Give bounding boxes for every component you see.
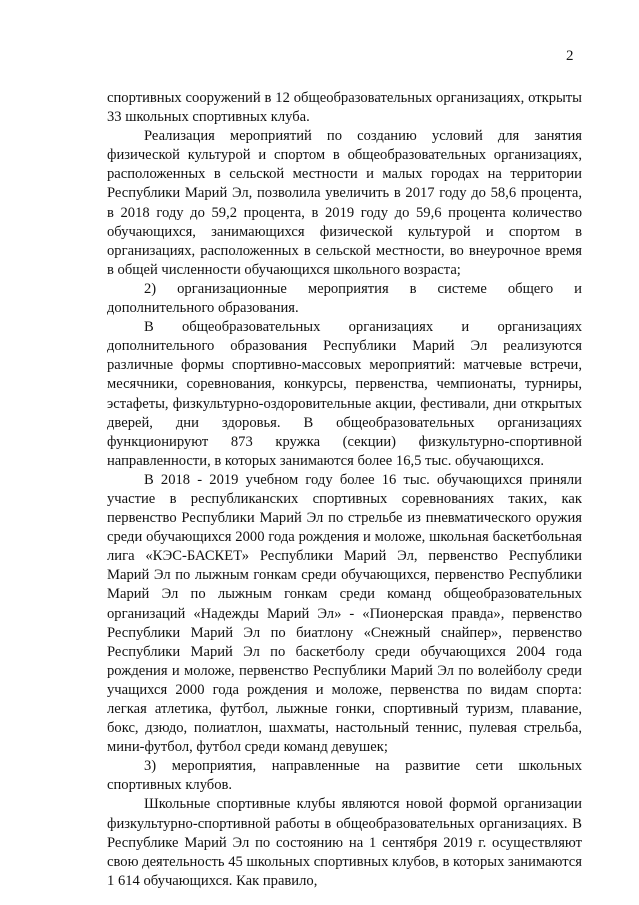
paragraph-5: В 2018 - 2019 учебном году более 16 тыс. обучающихся приняли участие в республиканских спортивных соревнованиях таких, как первенство Республики Марий Эл по стрельбе из пневматического оружия среди обучающихся 2000 года рождения и моложе, школьная баскетбольная лига «КЭС-БАСКЕТ» Республики Марий Эл, первенство Республики Марий Эл по лыжным гонкам среди обучающихся, первенство Республики Марий Эл по лыжным гонкам среди команд общеобразовательных организаций «Надежды Марий Эл» - «Пионерская правда», первенство Республики Марий Эл по биатлону «Снежный снайпер», первенство Республики Марий Эл по баскетболу среди обучающихся 2004 года рождения и моложе, первенство Республики Марий Эл по волейболу среди учащихся 2000 года рождения и моложе, первенства по видам спорта: легкая атлетика, футбол, лыжные гонки, спортивный туризм, плавание, бокс, дзюдо, полиатлон, шахматы, настольный теннис, пулевая стрельба, мини-футбол, футбол среди команд девушек; bbox=[107, 471, 582, 756]
paragraph-3: 2) организационные мероприятия в системе общего и дополнительного образования. bbox=[107, 280, 582, 317]
paragraph-7: Школьные спортивные клубы являются новой формой организации физкультурно-спортивной работы в общеобразовательных организациях. В Республике Марий Эл по состоянию на 1 сентября 2019 г. осуществляют свою деятельность 45 школьных спортивных клубов, в которых занимаются 1 614 обучающихся. Как правило, bbox=[107, 796, 582, 889]
paragraph-1: спортивных сооружений в 12 общеобразовательных организациях, открыты 33 школьных спортивных клуба. bbox=[107, 90, 582, 126]
paragraph-6: 3) мероприятия, направленные на развитие сети школьных спортивных клубов. bbox=[107, 758, 582, 794]
page-number: 2 bbox=[566, 48, 574, 64]
document-body bbox=[107, 89, 582, 891]
paragraph-4: В общеобразовательных организациях и организациях дополнительного образования Республики Марий Эл реализуются различные формы спортивно-массовых мероприятий: матчевые встречи, месячники, соревнования, конкурсы, первенства, чемпионаты, турниры, эстафеты, физкультурно-оздоровительные акции, фестивали, дни открытых дверей, дни здоровья. В общеобразовательных организациях функционируют 873 кружка (секции) физкультурно-спортивной направленности, в которых занимаются более 16,5 тыс. обучающихся. bbox=[107, 319, 582, 469]
paragraph-2: Реализация мероприятий по созданию условий для занятия физической культурой и спортом в общеобразовательных организациях, расположенных в сельской местности и малых городах на территории Республики Марий Эл, позволила увеличить в 2017 году до 58,6 процента, в 2018 году до 59,2 процента, в 2019 году до 59,6 процента количество обучающихся, занимающихся физической культурой и спортом в организациях, расположенных в сельской местности, во внеурочное время в общей численности обучающихся школьного возраста; bbox=[107, 128, 582, 278]
